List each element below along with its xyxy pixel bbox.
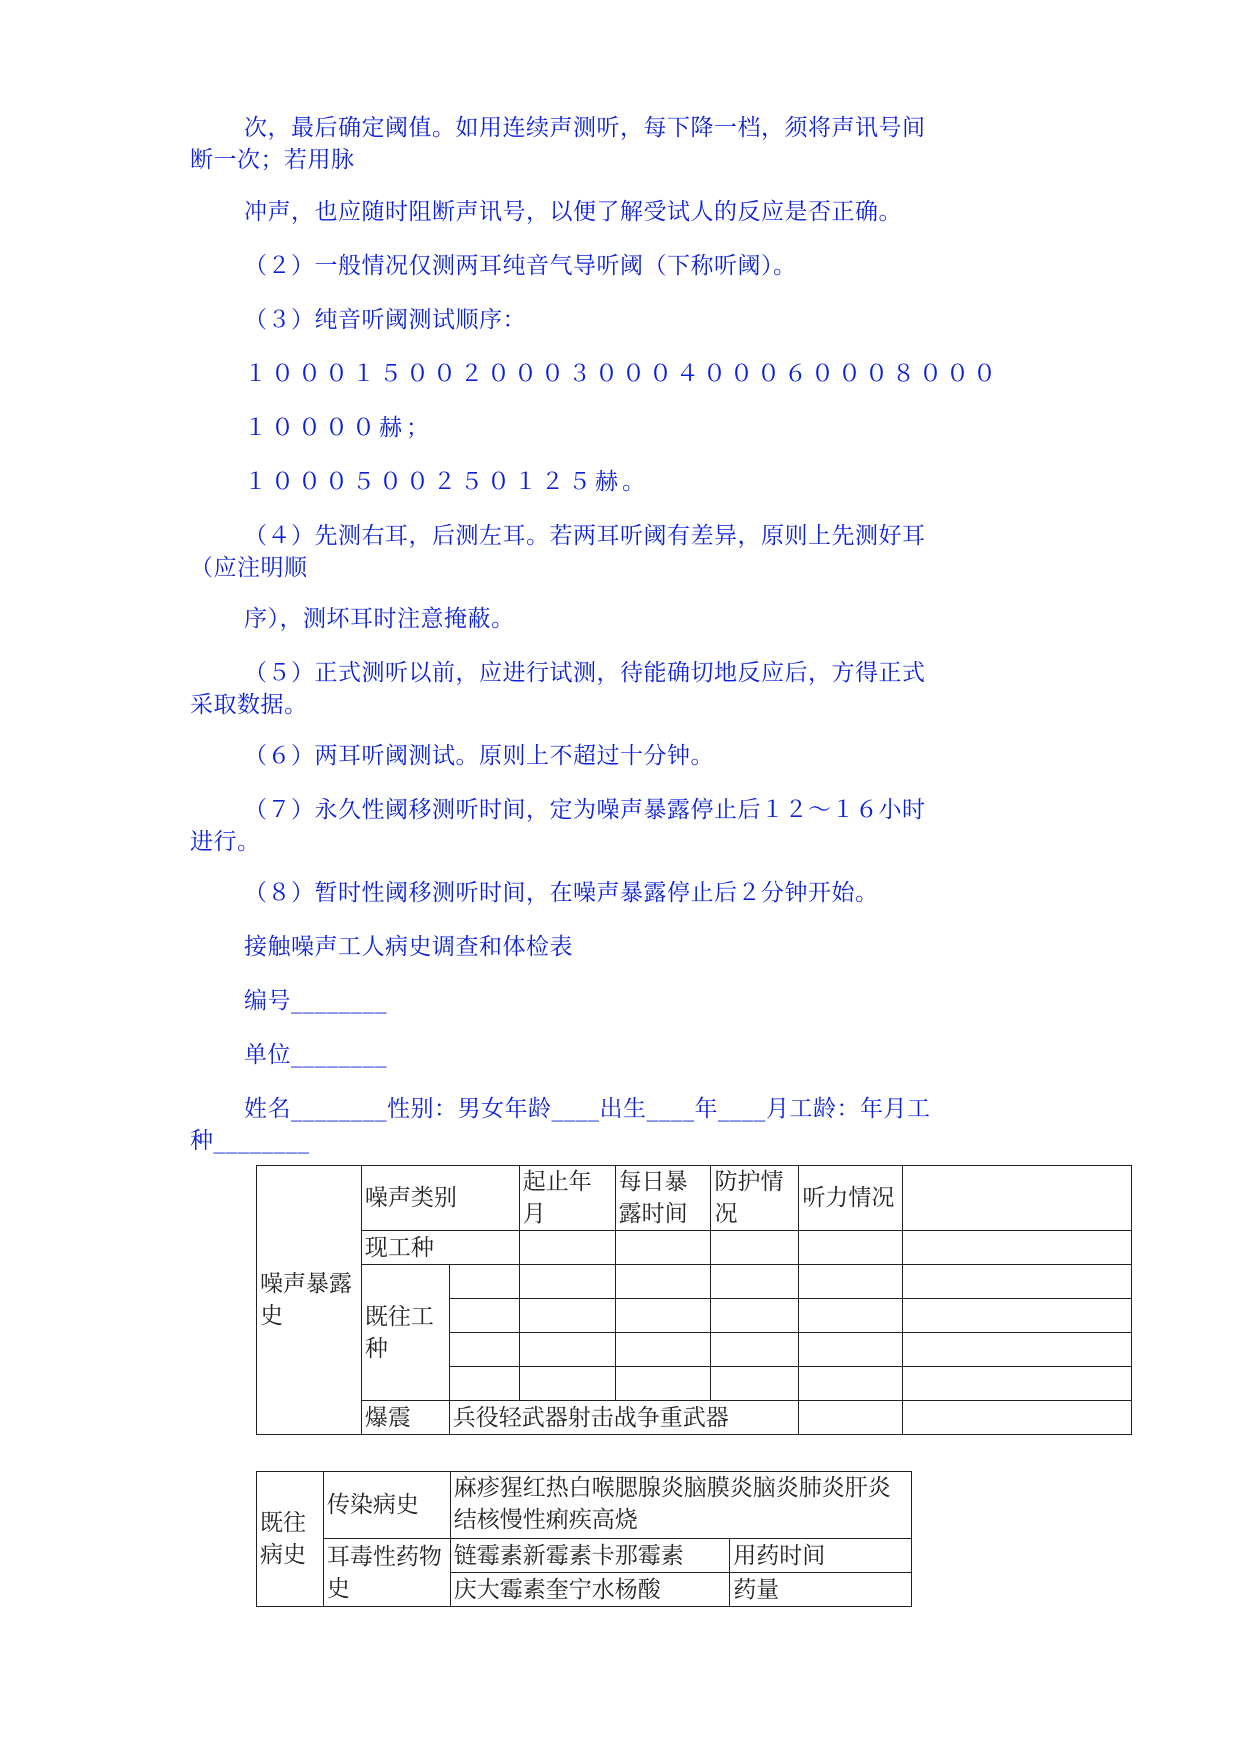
frequency-line-2: １００００赫； bbox=[244, 415, 433, 441]
drug-list-1: 链霉素新霉素卡那霉素 bbox=[450, 1539, 730, 1573]
cell bbox=[903, 1231, 1132, 1265]
paragraph-11: （６）两耳听阈测试。原则上不超过十分钟。 bbox=[244, 743, 714, 769]
paragraph-2: 冲声，也应随时阻断声讯号，以便了解受试人的反应是否正确。 bbox=[244, 199, 902, 225]
drug-list-2: 庆大霉素奎宁水杨酸 bbox=[450, 1573, 730, 1607]
cell bbox=[615, 1367, 711, 1401]
cell bbox=[615, 1231, 711, 1265]
paragraph-1: 次，最后确定阈值。如用连续声测听，每下降一档，须将声讯号间 断一次；若用脉 bbox=[190, 115, 926, 173]
cell bbox=[449, 1367, 519, 1401]
medication-time-label: 用药时间 bbox=[730, 1539, 912, 1573]
paragraph-9: 序），测坏耳时注意掩蔽。 bbox=[244, 606, 515, 632]
cell bbox=[519, 1265, 615, 1299]
section-medical-history: 既往病史 bbox=[257, 1472, 324, 1607]
cell bbox=[799, 1367, 903, 1401]
row-past-job: 既往工种 bbox=[361, 1265, 449, 1401]
cell bbox=[903, 1265, 1132, 1299]
cell bbox=[711, 1299, 799, 1333]
cell bbox=[711, 1265, 799, 1299]
cell bbox=[449, 1265, 519, 1299]
paragraph-13: （８）暂时性阈移测听时间，在噪声暴露停止后２分钟开始。 bbox=[244, 880, 879, 906]
section-noise-exposure-history: 噪声暴露史 bbox=[257, 1166, 362, 1435]
header-hearing: 听力情况 bbox=[799, 1166, 903, 1231]
medical-history-table bbox=[256, 1471, 912, 1607]
cell bbox=[903, 1299, 1132, 1333]
row-blast-label: 爆震 bbox=[361, 1401, 449, 1435]
header-noise-type: 噪声类别 bbox=[361, 1166, 519, 1231]
paragraph-4: （３）纯音听阈测试顺序： bbox=[244, 307, 526, 333]
cell bbox=[903, 1401, 1132, 1435]
paragraph-12: （７）永久性阈移测听时间，定为噪声暴露停止后１２～１６小时 进行。 bbox=[190, 797, 926, 855]
frequency-line-3: １０００５００２５０１２５赫。 bbox=[244, 469, 649, 495]
cell bbox=[519, 1367, 615, 1401]
paragraph-8: （４）先测右耳，后测左耳。若两耳听阈有差异，原则上先测好耳 （应注明顺 bbox=[190, 523, 926, 581]
cell bbox=[711, 1367, 799, 1401]
cell bbox=[615, 1299, 711, 1333]
cell bbox=[799, 1401, 903, 1435]
frequency-line-1: １０００１５００２０００３０００４０００６０００８０００ bbox=[244, 361, 1000, 387]
cell bbox=[615, 1333, 711, 1367]
unit-field: 单位________ bbox=[244, 1042, 387, 1068]
cell bbox=[615, 1265, 711, 1299]
infectious-history-value: 麻疹猩红热白喉腮腺炎脑膜炎脑炎肺炎肝炎结核慢性痢疾高烧 bbox=[450, 1472, 911, 1539]
cell bbox=[799, 1265, 903, 1299]
infectious-history-label: 传染病史 bbox=[323, 1472, 450, 1539]
cell bbox=[903, 1333, 1132, 1367]
header-daily-exposure: 每日暴露时间 bbox=[615, 1166, 711, 1231]
cell bbox=[711, 1333, 799, 1367]
paragraph-10: （５）正式测听以前，应进行试测，待能确切地反应后，方得正式 采取数据。 bbox=[190, 660, 926, 718]
header-protection: 防护情况 bbox=[711, 1166, 799, 1231]
dosage-label: 药量 bbox=[730, 1573, 912, 1607]
cell bbox=[519, 1333, 615, 1367]
cell bbox=[711, 1231, 799, 1265]
form-title: 接触噪声工人病史调查和体检表 bbox=[244, 934, 573, 960]
serial-number-field: 编号________ bbox=[244, 988, 387, 1014]
personal-info-fields: 姓名________性别：男女年龄____出生____年____月工龄：年月工 种________ bbox=[190, 1096, 931, 1154]
row-blast-value: 兵役轻武器射击战争重武器 bbox=[449, 1401, 799, 1435]
header-period: 起止年月 bbox=[519, 1166, 615, 1231]
cell bbox=[799, 1299, 903, 1333]
cell bbox=[799, 1231, 903, 1265]
header-blank bbox=[903, 1166, 1132, 1231]
row-current-job: 现工种 bbox=[361, 1231, 519, 1265]
noise-exposure-table bbox=[256, 1165, 1132, 1435]
cell bbox=[519, 1299, 615, 1333]
cell bbox=[449, 1299, 519, 1333]
cell bbox=[449, 1333, 519, 1367]
cell bbox=[519, 1231, 615, 1265]
cell bbox=[799, 1333, 903, 1367]
paragraph-3: （２）一般情况仅测两耳纯音气导听阈（下称听阈）。 bbox=[244, 253, 797, 279]
ototoxic-drug-label: 耳毒性药物史 bbox=[323, 1539, 450, 1607]
cell bbox=[903, 1367, 1132, 1401]
